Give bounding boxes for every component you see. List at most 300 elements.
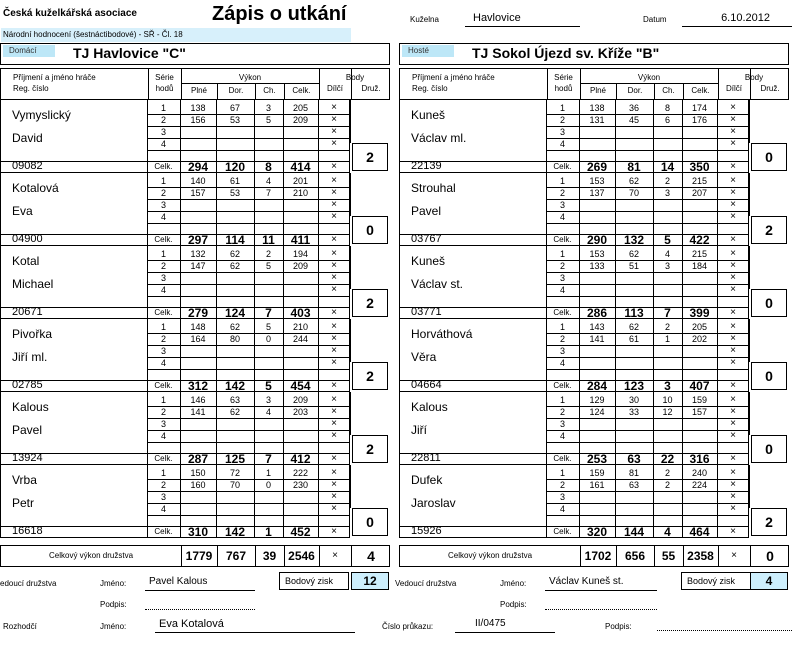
dor-value — [615, 418, 653, 430]
dor-value — [216, 272, 254, 284]
team-total-body: 0 — [766, 548, 774, 564]
total-dilci-mark: × — [730, 453, 736, 464]
ch-value — [254, 345, 283, 357]
plne-value — [579, 138, 615, 150]
ch-value — [653, 284, 682, 296]
plne-value: 141 — [589, 334, 605, 344]
serie-number: 3 — [559, 127, 565, 137]
player-reg-number: 15926 — [411, 525, 442, 537]
total-dilci-mark: × — [331, 161, 337, 172]
prukaz-value: II/0475 — [455, 616, 555, 633]
serie-number: 3 — [559, 346, 565, 356]
total-dilci-mark: × — [331, 380, 337, 391]
celk-value: 215 — [691, 176, 708, 186]
player-body-points: 2 — [352, 289, 388, 317]
dor-value: 30 — [628, 395, 639, 405]
plne-value: 132 — [190, 249, 206, 259]
celk-row-label: Celk. — [553, 235, 572, 244]
dilci-mark: × — [730, 321, 736, 332]
ch-value — [254, 126, 283, 138]
dor-value: 62 — [628, 322, 639, 332]
away-tag: Hosté — [402, 45, 454, 57]
player-block — [0, 465, 390, 538]
player-firstname: Věra — [411, 350, 437, 364]
dilci-mark: × — [730, 114, 736, 125]
total-dilci-mark: × — [730, 234, 736, 245]
datum-label: Datum — [643, 15, 667, 24]
celk-value — [283, 284, 318, 296]
total-celk: 464 — [689, 525, 710, 539]
player-block — [399, 173, 789, 246]
celk-value — [682, 430, 717, 442]
total-dor: 142 — [224, 525, 246, 539]
datum-value: 6.10.2012 — [682, 10, 792, 27]
away-jmeno-label: Jméno: — [500, 579, 527, 588]
dor-value — [615, 430, 653, 442]
ch-value — [653, 138, 682, 150]
dilci-mark: × — [730, 260, 736, 271]
celk-value — [682, 357, 717, 369]
total-ch: 22 — [660, 452, 675, 466]
plne-value — [180, 491, 216, 503]
celk-value: 210 — [292, 188, 309, 198]
serie-number: 3 — [160, 346, 166, 356]
serie-number: 2 — [160, 407, 166, 417]
player-surname: Kotal — [12, 254, 40, 268]
team-total-ch: 55 — [661, 549, 676, 563]
dilci-mark: × — [331, 394, 337, 405]
dor-value — [216, 418, 254, 430]
dor-value: 61 — [229, 176, 240, 186]
celk-value — [682, 491, 717, 503]
serie-number: 2 — [559, 188, 565, 198]
celk-value — [283, 138, 318, 150]
total-plne: 279 — [187, 306, 209, 320]
player-body-points: 2 — [751, 508, 787, 536]
celk-row-label: Celk. — [553, 527, 572, 536]
dor-value — [216, 357, 254, 369]
serie-number: 1 — [559, 103, 565, 113]
druz-divider — [350, 173, 351, 216]
serie-number: 4 — [559, 431, 565, 441]
home-team-name: TJ Havlovice "C" — [73, 45, 186, 61]
away-leader-name: Václav Kuneš st. — [545, 574, 657, 591]
dilci-mark: × — [331, 138, 337, 149]
dilci-mark: × — [730, 394, 736, 405]
ch-value: 5 — [265, 115, 271, 125]
total-dor: 142 — [224, 379, 246, 393]
player-surname: Pivořka — [12, 327, 53, 341]
celk-value: 205 — [292, 103, 309, 113]
page-title: Zápis o utkání — [212, 3, 347, 25]
serie-number: 4 — [559, 139, 565, 149]
total-plne: 297 — [187, 233, 209, 247]
plne-value: 153 — [589, 249, 605, 259]
total-dilci-mark: × — [331, 526, 337, 537]
dor-value — [615, 503, 653, 515]
team-total-celk: 2358 — [687, 549, 714, 563]
celk-value: 202 — [691, 334, 708, 344]
dilci-mark: × — [331, 272, 337, 283]
dor-value: 45 — [628, 115, 639, 125]
ch-value: 3 — [664, 188, 670, 198]
dor-value: 63 — [628, 480, 639, 490]
plne-value: 148 — [190, 322, 206, 332]
celk-value: 174 — [691, 103, 708, 113]
celk-value — [283, 272, 318, 284]
player-surname: Kuneš — [411, 108, 446, 122]
away-podpis-label: Podpis: — [500, 600, 527, 609]
dor-value: 80 — [229, 334, 240, 344]
celk-value — [682, 503, 717, 515]
druz-divider — [350, 246, 351, 289]
druz-divider — [749, 465, 750, 508]
serie-number: 2 — [559, 261, 565, 271]
away-table-header — [399, 68, 789, 100]
celk-value — [283, 199, 318, 211]
total-celk: 412 — [290, 452, 311, 466]
ch-value — [254, 430, 283, 442]
celk-value: 207 — [691, 188, 708, 198]
dilci-mark: × — [730, 430, 736, 441]
dilci-mark: × — [730, 102, 736, 113]
plne-value: 160 — [190, 480, 206, 490]
team-total-celk: 2546 — [288, 549, 315, 563]
druz-header: Druž. — [760, 84, 780, 93]
plne-value — [579, 430, 615, 442]
serie-number: 2 — [160, 334, 166, 344]
ch-value: 4 — [664, 249, 670, 259]
total-plne: 253 — [586, 452, 608, 466]
serie-number: 4 — [160, 139, 166, 149]
dor-value: 62 — [628, 249, 639, 259]
ch-value: 12 — [662, 407, 673, 417]
player-body-points: 2 — [751, 216, 787, 244]
druz-divider — [749, 319, 750, 362]
celk-value — [682, 345, 717, 357]
total-ch: 11 — [262, 233, 275, 247]
serie-number: 4 — [559, 212, 565, 222]
dor-value — [216, 491, 254, 503]
dor-value: 33 — [628, 407, 639, 417]
vykon-header: Výkon — [238, 73, 262, 82]
player-reg-number: 20671 — [12, 306, 43, 318]
ch-value — [653, 430, 682, 442]
dilci-mark: × — [331, 211, 337, 222]
home-leader-name: Pavel Kalous — [145, 574, 255, 591]
celk-value: 222 — [292, 468, 309, 478]
celk-value: 157 — [691, 407, 708, 417]
rozhodci-podpis-line — [657, 630, 792, 631]
plne-value — [180, 211, 216, 223]
player-reg-number: 04664 — [411, 379, 442, 391]
druz-divider — [350, 392, 351, 435]
ch-value — [254, 272, 283, 284]
serie-number: 3 — [559, 492, 565, 502]
dilci-mark: × — [730, 406, 736, 417]
ch-value: 2 — [265, 249, 271, 259]
ch-value: 5 — [265, 261, 271, 271]
home-table-header — [0, 68, 390, 100]
dor-value — [615, 199, 653, 211]
serie-number: 1 — [559, 322, 565, 332]
dilci-mark: × — [331, 503, 337, 514]
celk-header: Celk. — [691, 86, 710, 95]
serie-number: 3 — [160, 273, 166, 283]
celk-value: 209 — [292, 395, 309, 405]
player-firstname: Petr — [12, 496, 35, 510]
dilci-mark: × — [730, 479, 736, 490]
player-surname: Vymyslický — [12, 108, 71, 122]
celk-row-label: Celk. — [553, 381, 572, 390]
total-celk: 350 — [689, 160, 710, 174]
celk-value — [283, 126, 318, 138]
ch-value — [653, 211, 682, 223]
away-leader-label: Vedoucí družstva — [395, 579, 457, 588]
player-firstname: Jaroslav — [411, 496, 456, 510]
plne-value — [180, 418, 216, 430]
player-reg-number: 22811 — [411, 452, 441, 464]
plne-value: 150 — [190, 468, 206, 478]
plne-value: 138 — [589, 103, 605, 113]
dor-value — [615, 138, 653, 150]
player-block — [0, 246, 390, 319]
total-celk: 399 — [689, 306, 710, 320]
home-podpis-label: Podpis: — [100, 600, 127, 609]
plne-value: 157 — [190, 188, 206, 198]
dor-value — [615, 357, 653, 369]
ch-value: 3 — [265, 103, 271, 113]
dor-value: 62 — [229, 322, 240, 332]
total-celk: 452 — [290, 525, 311, 539]
serie-number: 1 — [559, 176, 565, 186]
ch-value — [653, 345, 682, 357]
plne-value — [579, 491, 615, 503]
player-block — [399, 246, 789, 319]
serie-number: 2 — [559, 115, 565, 125]
plne-value — [579, 345, 615, 357]
dor-value — [216, 211, 254, 223]
player-reg-number: 02785 — [12, 379, 43, 391]
dor-value: 36 — [628, 103, 639, 113]
dor-value — [216, 345, 254, 357]
team-total-mark: × — [332, 550, 338, 561]
total-dor: 132 — [623, 233, 645, 247]
player-firstname: Pavel — [411, 204, 442, 218]
dilci-mark: × — [331, 284, 337, 295]
druz-divider — [749, 392, 750, 435]
player-block — [0, 392, 390, 465]
player-body-points: 0 — [751, 143, 787, 171]
ch-value — [653, 491, 682, 503]
total-ch: 5 — [664, 233, 671, 247]
competition-subtitle: Národní hodnocení (šestnáctibodové) - SŘ - Čl. 18 — [1, 28, 351, 42]
total-celk: 454 — [290, 379, 311, 393]
dor-value — [615, 272, 653, 284]
ch-value — [653, 199, 682, 211]
plne-value: 137 — [589, 188, 605, 198]
serie-number: 3 — [160, 200, 166, 210]
dor-value: 67 — [229, 103, 240, 113]
away-bodovy-zisk-label: Bodový zisk — [681, 572, 751, 590]
serie-number: 1 — [559, 468, 565, 478]
dilci-mark: × — [730, 491, 736, 502]
header-divider — [580, 83, 718, 84]
ch-value: 0 — [265, 480, 271, 490]
dilci-header: Dílčí — [327, 84, 343, 93]
dilci-mark: × — [730, 418, 736, 429]
dilci-mark: × — [730, 357, 736, 368]
ch-value — [254, 138, 283, 150]
player-firstname: Eva — [12, 204, 33, 218]
dilci-mark: × — [730, 345, 736, 356]
plne-value: 147 — [190, 261, 206, 271]
plne-value — [579, 199, 615, 211]
dor-value: 81 — [628, 468, 639, 478]
dilci-mark: × — [331, 114, 337, 125]
ch-value — [254, 199, 283, 211]
home-podpis-line — [145, 609, 255, 610]
dor-value: 62 — [229, 407, 240, 417]
team-total-plne: 1779 — [185, 549, 213, 563]
team-total-body: 4 — [367, 548, 375, 564]
total-ch: 4 — [664, 525, 671, 539]
total-ch: 3 — [664, 379, 671, 393]
total-dilci-mark: × — [730, 526, 736, 537]
player-body-points: 2 — [352, 143, 388, 171]
celk-value — [283, 503, 318, 515]
dilci-mark: × — [331, 345, 337, 356]
player-block — [0, 100, 390, 173]
celk-value: 194 — [292, 249, 309, 259]
celk-value: 244 — [292, 334, 309, 344]
player-block — [399, 465, 789, 538]
plne-value: 133 — [589, 261, 605, 271]
plne-value: 146 — [190, 395, 206, 405]
player-firstname: Michael — [12, 277, 54, 291]
serie-number: 3 — [559, 200, 565, 210]
body-header: Body — [744, 73, 764, 82]
dilci-mark: × — [730, 138, 736, 149]
dilci-mark: × — [331, 418, 337, 429]
plne-value: 138 — [190, 103, 206, 113]
dor-value — [615, 284, 653, 296]
plne-value — [180, 126, 216, 138]
serie-number: 1 — [160, 468, 166, 478]
ch-value — [254, 503, 283, 515]
plne-value: 159 — [589, 468, 605, 478]
total-dilci-mark: × — [730, 307, 736, 318]
dilci-mark: × — [331, 187, 337, 198]
dilci-mark: × — [730, 126, 736, 137]
away-team-bar — [399, 43, 789, 65]
plne-header: Plné — [589, 86, 606, 95]
ch-value — [653, 357, 682, 369]
total-dilci-mark: × — [331, 234, 337, 245]
plne-value — [579, 503, 615, 515]
celk-value: 209 — [292, 261, 309, 271]
serie-number: 2 — [160, 115, 166, 125]
serie-number: 3 — [559, 419, 565, 429]
celk-row-label: Celk. — [553, 454, 572, 463]
ch-value — [254, 491, 283, 503]
player-reg-number: 16618 — [12, 525, 43, 537]
celk-value: 201 — [292, 176, 309, 186]
dor-value: 70 — [229, 480, 240, 490]
ch-value — [254, 284, 283, 296]
player-surname: Kotalová — [12, 181, 59, 195]
dor-value: 70 — [628, 188, 639, 198]
dilci-mark: × — [730, 175, 736, 186]
total-plne: 290 — [586, 233, 608, 247]
plne-value — [180, 272, 216, 284]
dilci-mark: × — [730, 211, 736, 222]
serie-number: 4 — [559, 285, 565, 295]
home-jmeno-label: Jméno: — [100, 579, 127, 588]
total-celk: 407 — [689, 379, 710, 393]
total-dilci-mark: × — [730, 380, 736, 391]
ch-value: 4 — [265, 176, 271, 186]
celk-value — [682, 211, 717, 223]
ch-value: 5 — [265, 322, 271, 332]
player-surname: Vrba — [12, 473, 37, 487]
dilci-mark: × — [730, 284, 736, 295]
serie-number: 2 — [160, 188, 166, 198]
dor-value — [615, 211, 653, 223]
celk-value — [682, 418, 717, 430]
celk-row-label: Celk. — [553, 162, 572, 171]
serie-number: 1 — [160, 322, 166, 332]
total-dor: 125 — [224, 452, 246, 466]
serie-number: 2 — [559, 480, 565, 490]
serie-number: 3 — [559, 273, 565, 283]
celk-row-label: Celk. — [154, 162, 173, 171]
ch-value: 10 — [662, 395, 673, 405]
serie-number: 4 — [559, 504, 565, 514]
dilci-mark: × — [331, 321, 337, 332]
plne-value: 140 — [190, 176, 206, 186]
total-plne: 312 — [187, 379, 209, 393]
dilci-mark: × — [730, 199, 736, 210]
player-block — [399, 100, 789, 173]
total-dor: 124 — [224, 306, 246, 320]
home-total-bar — [0, 545, 390, 567]
total-celk: 411 — [290, 233, 311, 247]
total-ch: 14 — [660, 160, 675, 174]
druz-divider — [350, 319, 351, 362]
total-dilci-mark: × — [331, 453, 337, 464]
ch-value: 7 — [265, 188, 271, 198]
ch-value: 3 — [664, 261, 670, 271]
celk-value — [682, 272, 717, 284]
serie-number: 4 — [559, 358, 565, 368]
rozhodci-jmeno-label: Jméno: — [100, 622, 127, 631]
celk-value — [283, 211, 318, 223]
ch-value: 2 — [664, 468, 670, 478]
kuzelna-value: Havlovice — [465, 10, 580, 27]
celk-value: 210 — [292, 322, 309, 332]
dilci-mark: × — [730, 503, 736, 514]
total-plne: 310 — [187, 525, 209, 539]
celk-value — [283, 345, 318, 357]
celk-value: 159 — [691, 395, 708, 405]
away-podpis-line — [545, 609, 657, 610]
dilci-mark: × — [331, 199, 337, 210]
total-dor: 81 — [627, 160, 641, 174]
ch-value — [254, 357, 283, 369]
celk-value: 203 — [292, 407, 309, 417]
dor-value: 62 — [229, 249, 240, 259]
